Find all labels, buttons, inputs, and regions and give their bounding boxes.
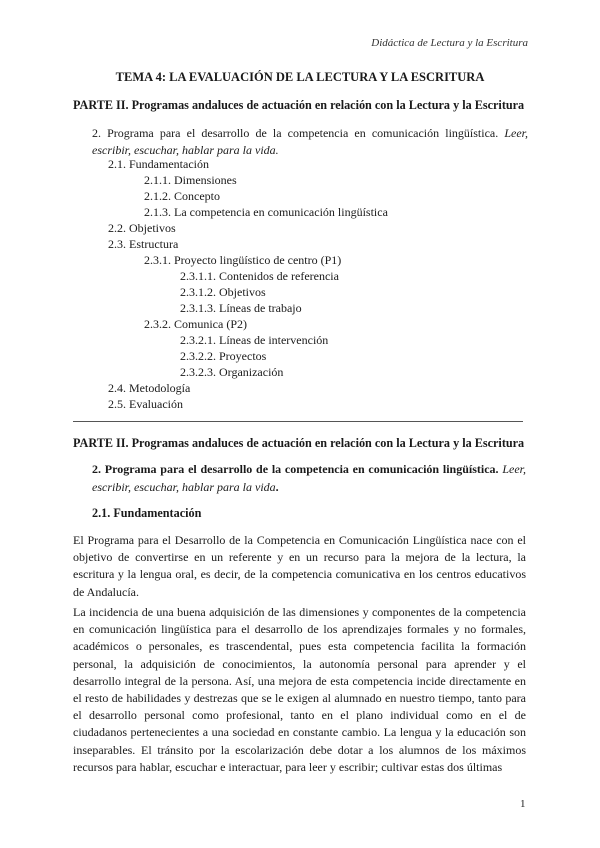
section-heading bbox=[92, 460, 526, 496]
toc-item: 2.1.1. Dimensiones bbox=[144, 173, 237, 187]
section-heading-bold: 2. Programa para el desarrollo de la competencia en comunicación lingüística. bbox=[92, 462, 499, 476]
section-divider bbox=[73, 421, 523, 422]
part-heading-repeat: PARTE II. Programas andaluces de actuación en relación con la Lectura y la Escritura bbox=[73, 436, 525, 450]
toc-item: 2.3.2. Comunica (P2) bbox=[144, 317, 247, 331]
toc-item: 2.3.1.2. Objetivos bbox=[180, 285, 266, 299]
section-heading-italic: Leer, escribir, escuchar, hablar para la vida bbox=[92, 462, 526, 494]
body-paragraph: El Programa para el Desarrollo de la Competencia en Comunicación Lingüística nace con el objetivo de convertirse en un referente y en un recurso para la mejora de la lectura, la escritura y la lengua oral, es decir, de la competencia comunicativa en los centros educativos de Andalucía. bbox=[73, 533, 526, 599]
toc-intro-italic: Leer, escribir, escuchar, hablar para la vida. bbox=[92, 126, 529, 157]
toc-item: 2.3.1.1. Contenidos de referencia bbox=[180, 269, 339, 283]
toc-item: 2.1.3. La competencia en comunicación lingüística bbox=[144, 205, 388, 219]
toc-item: 2.1. Fundamentación bbox=[108, 157, 209, 171]
toc-item: 2.3.2.3. Organización bbox=[180, 365, 284, 379]
document-title: TEMA 4: LA EVALUACIÓN DE LA LECTURA Y LA ESCRITURA bbox=[115, 70, 485, 84]
toc-item: 2.2. Objetivos bbox=[108, 221, 176, 235]
toc-item: 2.1.2. Concepto bbox=[144, 189, 220, 203]
part-heading: PARTE II. Programas andaluces de actuación en relación con la Lectura y la Escritura bbox=[73, 98, 525, 112]
toc-intro-text: 2. Programa para el desarrollo de la competencia en comunicación lingüística. bbox=[92, 126, 499, 140]
page-number: 1 bbox=[520, 798, 526, 810]
toc-item: 2.3.1.3. Líneas de trabajo bbox=[180, 301, 302, 315]
body-paragraph: La incidencia de una buena adquisición de las dimensiones y componentes de la competencia en comunicación lingüística para el desarrollo de los aprendizajes formales y no formales, académicos o personales, es trascendental, pues esta competencia facilita la formación personal, la adquisición de conocimientos, la autonomía personal para aprender y el desarrollo integral de la persona. Así, una mejora de esta competencia incide directamente en el resto de habilidades y destrezas que se le exigen al alumnado en nuestro tiempo, tanto para el desarrollo personal como profesional, tanto en el plano individual como en el de ciudadanos pertenecientes a una sociedad en constante cambio. La lengua y la educación son inseparables. El tránsito por la escolarización debe dotar a los alumnos de los máximos recursos para hablar, escuchar e interactuar, para leer y escribir; cultivar estas dos últimas bbox=[73, 605, 526, 774]
toc-intro bbox=[92, 125, 528, 159]
toc-item: 2.3. Estructura bbox=[108, 237, 179, 251]
running-header: Didáctica de Lectura y la Escritura bbox=[371, 37, 528, 49]
toc-item: 2.3.2.2. Proyectos bbox=[180, 349, 267, 363]
toc-item: 2.4. Metodología bbox=[108, 381, 191, 395]
toc-item: 2.5. Evaluación bbox=[108, 397, 183, 411]
section-heading-end: . bbox=[275, 480, 279, 494]
toc-item: 2.3.2.1. Líneas de intervención bbox=[180, 333, 329, 347]
toc-item: 2.3.1. Proyecto lingüístico de centro (P1) bbox=[144, 253, 342, 267]
subsection-heading: 2.1. Fundamentación bbox=[92, 506, 202, 520]
